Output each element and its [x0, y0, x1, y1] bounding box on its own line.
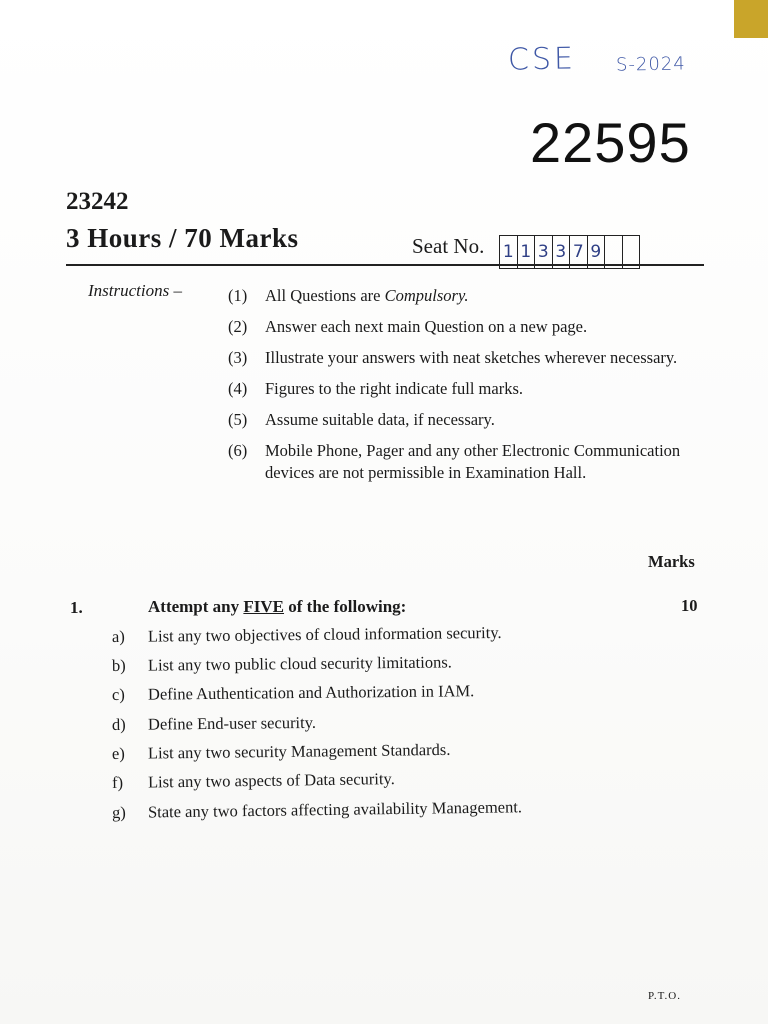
- question-title-prefix: Attempt any: [148, 597, 244, 616]
- instruction-item: [228, 347, 688, 369]
- sub-question-text: List any two aspects of Data security.: [147, 769, 395, 792]
- seat-number-label: Seat No.: [412, 234, 485, 258]
- paper-code: 22595: [530, 111, 691, 174]
- instruction-text: All Questions are: [265, 286, 385, 305]
- instruction-number: (3): [228, 348, 248, 367]
- sub-question-text: State any two factors affecting availability Management.: [147, 797, 523, 822]
- sub-question: [112, 710, 632, 735]
- instruction-number: (4): [228, 379, 248, 398]
- duration-and-marks: 3 Hours / 70 Marks: [66, 223, 299, 253]
- seat-digit-box: 3: [535, 236, 553, 268]
- seat-digit-box: 9: [588, 236, 606, 268]
- sub-question: [112, 796, 632, 823]
- header-divider: [66, 264, 704, 266]
- sub-question: [112, 766, 632, 793]
- instruction-number: (2): [228, 317, 248, 336]
- sub-question-letter: f): [111, 772, 124, 792]
- instruction-text: Answer each next main Question on a new page.: [265, 317, 588, 336]
- instruction-text: Figures to the right indicate full marks.: [265, 379, 523, 398]
- instruction-text: Assume suitable data, if necessary.: [265, 410, 495, 429]
- sub-question-letter: e): [111, 743, 125, 763]
- sub-question-letter: d): [111, 714, 126, 734]
- instruction-number: (6): [228, 441, 248, 460]
- instruction-item: [228, 409, 688, 431]
- sub-question: [112, 651, 632, 676]
- sub-question: [112, 680, 632, 705]
- question-title-emphasis: FIVE: [243, 597, 285, 616]
- seat-digit-box: 1: [500, 236, 518, 268]
- page-turn-note: P.T.O.: [648, 990, 681, 1002]
- instruction-number: (1): [228, 286, 248, 305]
- sub-question-text: Define End-user security.: [147, 712, 317, 734]
- seat-digit-box: 1: [518, 236, 536, 268]
- instruction-emphasis: Compulsory.: [384, 286, 469, 305]
- sub-question-text: List any two public cloud security limitations.: [147, 652, 452, 675]
- instruction-item: [228, 440, 688, 484]
- sub-question-letter: b): [111, 655, 126, 675]
- question-title: [148, 597, 406, 617]
- instructions-list: [228, 285, 688, 493]
- instruction-number: (5): [228, 410, 248, 429]
- corner-tab: [734, 0, 768, 38]
- sub-question-text: Define Authentication and Authorization in IAM.: [147, 681, 475, 704]
- sub-question: [112, 622, 632, 647]
- handwritten-session: S-2024: [615, 53, 686, 76]
- sub-question-letter: a): [111, 626, 125, 646]
- sub-question-letter: g): [111, 802, 126, 822]
- instruction-text: Mobile Phone, Pager and any other Electronic Communication devices are not permissible in Examination Hall.: [265, 441, 681, 482]
- instruction-item: [228, 316, 688, 338]
- sub-question: [112, 738, 632, 764]
- seat-digit-box: 3: [553, 236, 571, 268]
- instruction-text: Illustrate your answers with neat sketches wherever necessary.: [265, 348, 678, 367]
- marks-column-heading: Marks: [648, 552, 695, 571]
- question-title-suffix: of the following:: [284, 597, 407, 616]
- sub-question-text: List any two objectives of cloud information security.: [147, 622, 502, 646]
- sub-question-letter: c): [111, 684, 125, 704]
- instruction-item: [228, 285, 688, 307]
- subject-code: 23242: [66, 188, 129, 215]
- instructions-label: Instructions –: [88, 281, 182, 300]
- seat-digit-box: 7: [570, 236, 588, 268]
- question-number: 1.: [70, 598, 83, 617]
- sub-question-text: List any two security Management Standards.: [147, 739, 451, 763]
- handwritten-department: CSE: [507, 41, 577, 78]
- question-marks: 10: [681, 596, 698, 615]
- instruction-item: [228, 378, 688, 400]
